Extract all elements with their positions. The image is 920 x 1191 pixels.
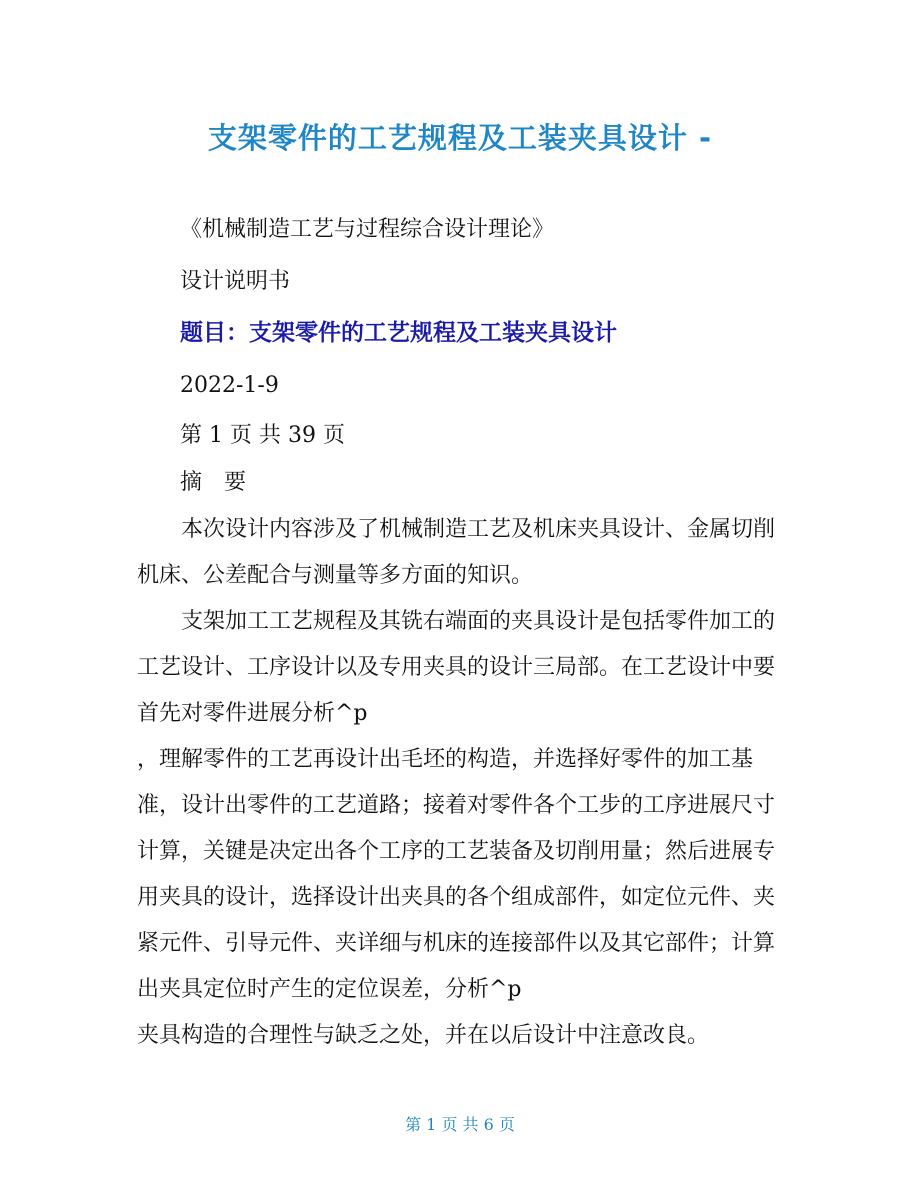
abstract-paragraph-1-text: 本次设计内容涉及了机械制造工艺及机床夹具设计、金属切削机床、公差配合与测量等多方面的知识。 [137, 517, 776, 588]
abstract-paragraph-4: 夹具构造的合理性与缺乏之处，并在以后设计中注意改良。 [137, 1023, 710, 1048]
document-date: 2022-1-9 [180, 373, 279, 398]
document-title: 支架零件的工艺规程及工装夹具设计 - [207, 121, 713, 155]
abstract-paragraph-2 [137, 599, 787, 737]
abstract-paragraph-1 [137, 507, 787, 599]
page-info: 第 1 页 共 39 页 [180, 423, 345, 448]
abstract-paragraph-2-text: 支架加工工艺规程及其铣右端面的夹具设计是包括零件加工的工艺设计、工序设计以及专用夹具的设计三局部。在工艺设计中要首先对零件进展分析^p [137, 609, 776, 726]
document-type: 设计说明书 [180, 269, 291, 294]
topic-heading: 题目：支架零件的工艺规程及工装夹具设计 [180, 320, 617, 346]
page-footer: 第 1 页 共 6 页 [405, 1115, 515, 1134]
course-name: 《机械制造工艺与过程综合设计理论》 [180, 217, 555, 242]
abstract-paragraph-3: ，理解零件的工艺再设计出毛坯的构造，并选择好零件的加工基准，设计出零件的工艺道路；接着对零件各个工步的工序进展尺寸计算，关键是决定出各个工序的工艺装备及切削用量；然后进展专用夹具的设计，选择设计出夹具的各个组成部件，如定位元件、夹紧元件、引导元件、夹详细与机床的连接部件以及其它部件；计算出夹具定位时产生的定位误差，分析^p [137, 747, 776, 1002]
abstract-heading: 摘 要 [180, 470, 247, 495]
